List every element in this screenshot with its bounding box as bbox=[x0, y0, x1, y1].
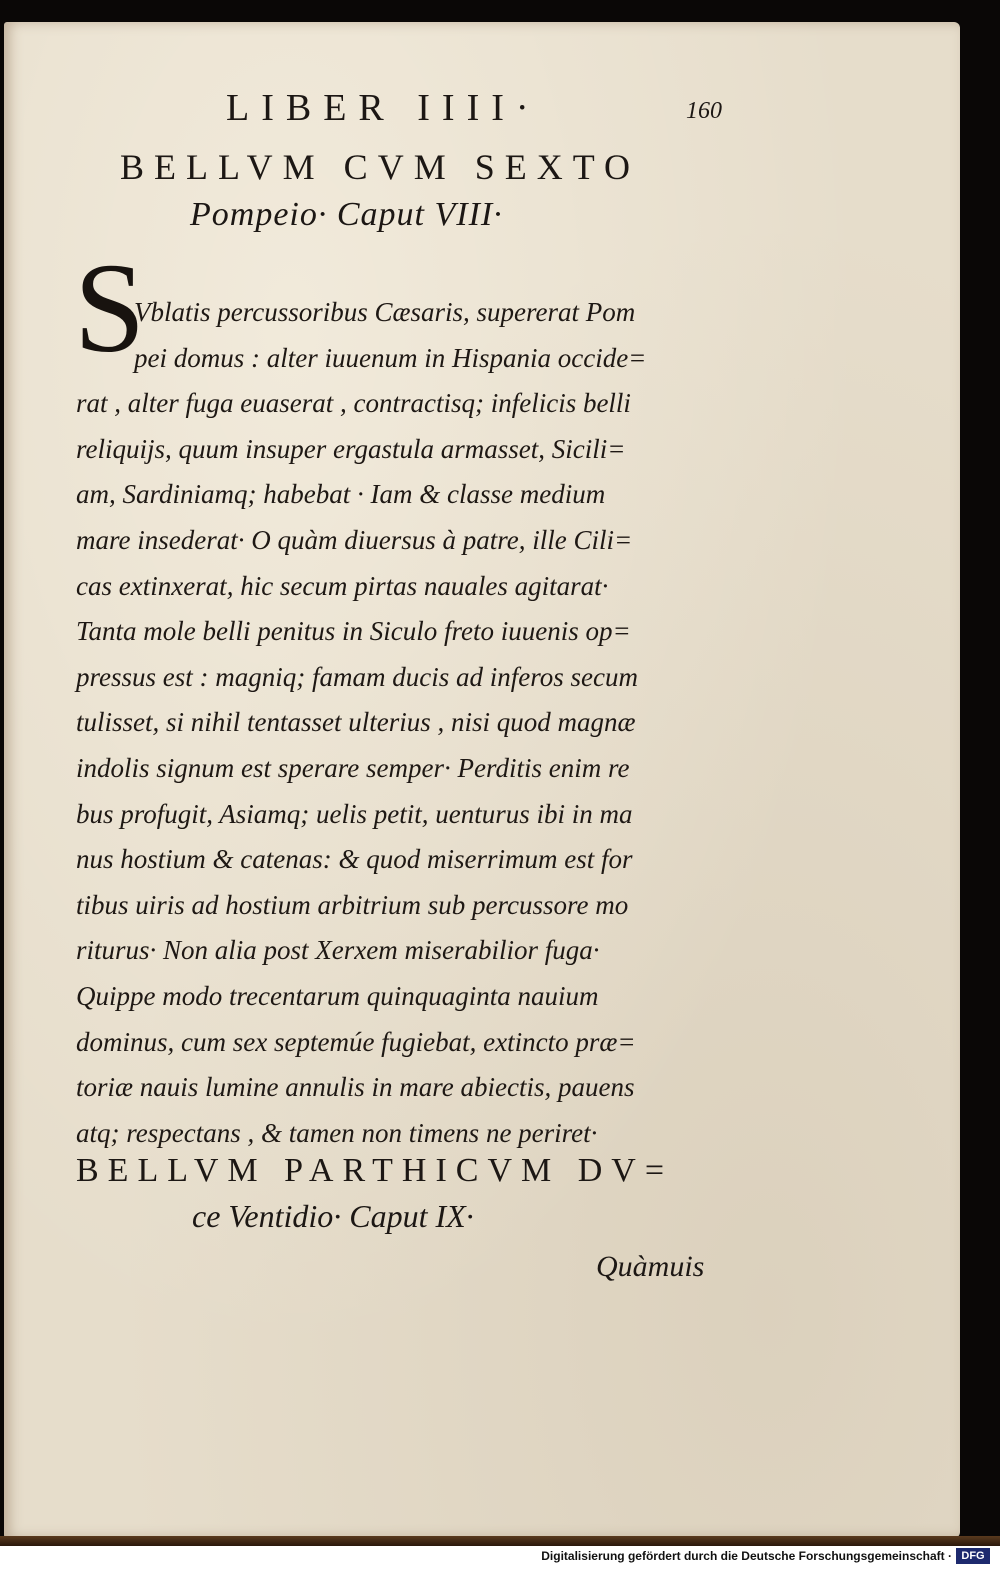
text-line: am, Sardiniamq; habebat · Iam & classe medium bbox=[76, 479, 606, 510]
text-line: bus profugit, Asiamq; uelis petit, uenturus ibi in ma bbox=[76, 798, 633, 829]
dfg-logo-icon: DFG bbox=[956, 1548, 990, 1564]
text-line: Vblatis percussoribus Cæsaris, supererat Pom bbox=[134, 297, 636, 327]
catchword: Quàmuis bbox=[596, 1250, 705, 1283]
funding-credit: Digitalisierung gefördert durch die Deutsche Forschungsgemeinschaft · bbox=[541, 1549, 952, 1563]
chapter-title: BELLVM CVM SEXTO bbox=[120, 147, 641, 187]
section-title: BELLVM PARTHICVM DV= bbox=[76, 1152, 674, 1189]
page-bottom-edge bbox=[0, 1536, 1000, 1546]
text-line: cas extinxerat, hic secum pirtas nauales agitarat· bbox=[76, 570, 609, 601]
page-header bbox=[0, 86, 1000, 130]
body-text bbox=[76, 290, 736, 1156]
text-line: Quippe modo trecentarum quinquaginta nauium bbox=[76, 980, 599, 1011]
text-line: reliquijs, quum insuper ergastula armasset, Sicili= bbox=[76, 433, 626, 464]
text-line: Tanta mole belli penitus in Siculo freto iuuenis op= bbox=[76, 616, 631, 647]
text-line: pressus est : magniq; famam ducis ad inferos secum bbox=[76, 661, 638, 692]
section-subtitle: ce Ventidio· Caput IX· bbox=[192, 1198, 474, 1234]
text-line: tibus uiris ad hostium arbitrium sub percussore mo bbox=[76, 889, 629, 920]
text-line: toriæ nauis lumine annulis in mare abiectis, pauens bbox=[76, 1072, 635, 1103]
text-line: nus hostium & catenas: & quod miserrimum est for bbox=[76, 844, 633, 875]
text-line: indolis signum est sperare semper· Perditis enim re bbox=[76, 752, 630, 783]
drop-cap: S bbox=[74, 237, 146, 379]
text-line: tulisset, si nihil tentasset ulterius , nisi quod magnæ bbox=[76, 707, 636, 738]
running-title: LIBER IIII· bbox=[226, 87, 541, 129]
text-line: riturus· Non alia post Xerxem miserabilior fuga· bbox=[76, 935, 600, 966]
folio-number: 160 bbox=[686, 98, 722, 124]
text-line: pei domus : alter iuuenum in Hispania occide= bbox=[134, 342, 647, 373]
chapter-subtitle: Pompeio· Caput VIII· bbox=[190, 196, 503, 233]
text-line: dominus, cum sex septemúe fugiebat, extincto præ= bbox=[76, 1026, 636, 1057]
text-line: atq; respectans , & tamen non timens ne periret· bbox=[76, 1117, 598, 1148]
text-line: mare insederat· O quàm diuersus à patre, ille Cili= bbox=[76, 524, 633, 555]
text-line: rat , alter fuga euaserat , contractisq; infelicis belli bbox=[76, 388, 631, 419]
